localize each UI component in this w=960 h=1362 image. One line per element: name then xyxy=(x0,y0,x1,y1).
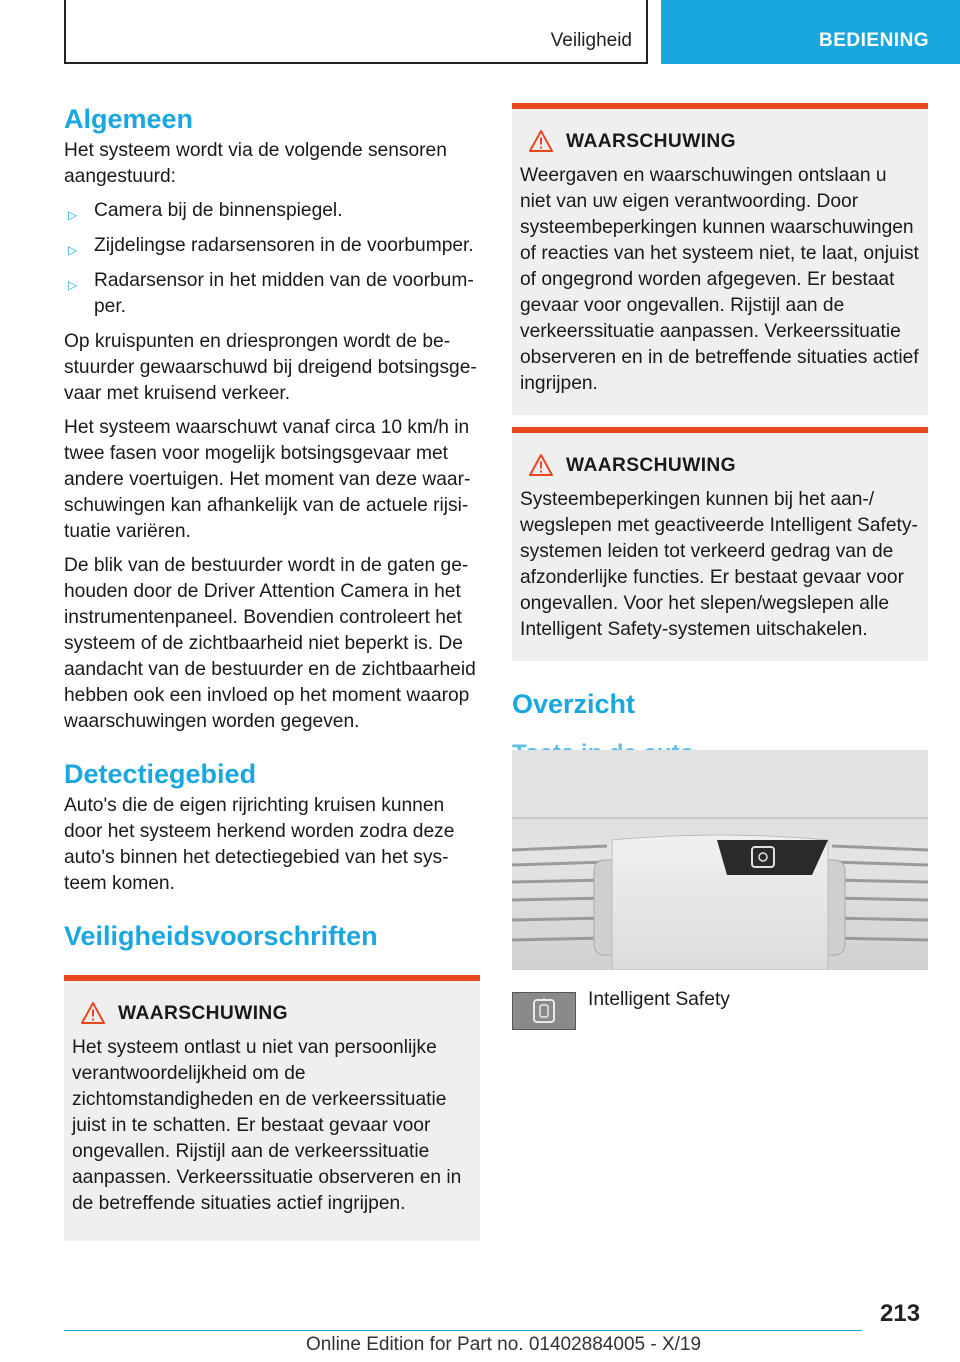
heading-detectiegebied: Detectiegebied xyxy=(64,759,257,789)
warning-box xyxy=(64,975,480,1241)
header-section-tab xyxy=(64,0,648,64)
car-button-photo xyxy=(512,750,928,970)
button-label: Intelligent Safety xyxy=(588,989,730,1010)
warning-text: Systeembeperkingen kunnen bij het aan-/ wegslepen met geactiveerde Intelligent Safety-systemen leiden tot verkeerd gedrag van de afzonderlijke functies. Er bestaat gevaar voor ongevallen. Voor het slepen/wegslepen alle Intelligent Safety-systemen uitschakelen. xyxy=(520,489,918,640)
list-item: ▷ Zijdelingse radarsensoren in de voorbumper. xyxy=(64,233,480,259)
intro-paragraph: Het systeem wordt via de volgende sensoren aangestuurd: xyxy=(64,140,447,187)
header-chapter-tab xyxy=(661,0,960,64)
left-column xyxy=(64,100,480,1241)
warning-triangle-icon xyxy=(80,1001,106,1025)
page-number: 213 xyxy=(880,1300,921,1327)
warning-title: WAARSCHUWING xyxy=(566,131,737,152)
heading-algemeen: Algemeen xyxy=(64,104,194,134)
warning-box xyxy=(512,103,928,415)
intelligent-safety-icon xyxy=(512,992,576,1030)
section-title: Veiligheid xyxy=(550,30,632,51)
triangle-bullet-icon: ▷ xyxy=(68,243,78,257)
right-column xyxy=(512,103,928,771)
list-item: ▷ Radarsensor in het midden van de voorbumper. xyxy=(68,270,474,317)
warning-text: Het systeem ontlast u niet van persoonlijke verantwoordelijkheid om de zichtomstandigheden en de verkeerssituatie juist in te schatten. Er bestaat gevaar voor ongevallen. Rijstijl aan de verkeerssituatie aanpassen. Verkeerssituatie observeren en in de betreffende situaties actief ingrijpen. xyxy=(72,1037,462,1214)
heading-veiligheidsvoorschriften: Veiligheidsvoorschriften xyxy=(64,921,378,951)
sensor-list xyxy=(64,198,480,320)
list-item: ▷ Camera bij de binnenspiegel. xyxy=(64,198,480,224)
chapter-title: BEDIENING xyxy=(819,30,930,51)
warning-title: WAARSCHUWING xyxy=(118,1003,289,1024)
warning-title: WAARSCHUWING xyxy=(566,455,737,476)
triangle-bullet-icon: ▷ xyxy=(68,278,78,292)
paragraph-driver-attention: De blik van de bestuurder wordt in de gaten gehouden door de Driver Attention Camera in het instrumentenpaneel. Bovendien controleert het systeem of de zichtbaarheid niet beperkt is. De aandacht van de bestuurder en de zichtbaarheid hebben ook een invloed op het moment waarop waarschuwingen worden gegeven. xyxy=(64,555,476,732)
footer-edition: Online Edition for Part no. 01402884005 - X/19 xyxy=(306,1334,702,1355)
warning-triangle-icon xyxy=(528,453,554,477)
heading-overzicht: Overzicht xyxy=(512,689,636,719)
paragraph-detectiegebied: Auto's die de eigen rijrichting kruisen kunnen door het systeem herkend worden zodra deze auto's binnen het detectiegebied van het systeem komen. xyxy=(64,795,455,894)
triangle-bullet-icon: ▷ xyxy=(68,208,78,222)
warning-box xyxy=(512,427,928,661)
paragraph-kruispunten: Op kruispunten en driesprongen wordt de bestuurder gewaarschuwd bij dreigend botsingsgevaar met kruisend verkeer. xyxy=(64,331,477,404)
warning-text: Weergaven en waarschuwingen ontslaan u niet van uw eigen verantwoording. Door systeembeperkingen kunnen waarschuwingen of reacties van het systeem niet, te laat, onjuist of ongegrond worden afgegeven. Er bestaat gevaar voor ongevallen. Rijstijl aan de verkeerssituatie aanpassen. Verkeerssituatie observeren en in de betreffende situaties actief ingrijpen. xyxy=(520,165,919,394)
warning-triangle-icon xyxy=(528,129,554,153)
footer-divider xyxy=(64,1330,862,1331)
paragraph-waarschuwt: Het systeem waarschuwt vanaf circa 10 km/h in twee fasen voor mogelijk botsingsgevaar met andere voertuigen. Het moment van deze waarschuwingen kan afhankelijk van de actuele rijsituatie variëren. xyxy=(64,417,471,542)
